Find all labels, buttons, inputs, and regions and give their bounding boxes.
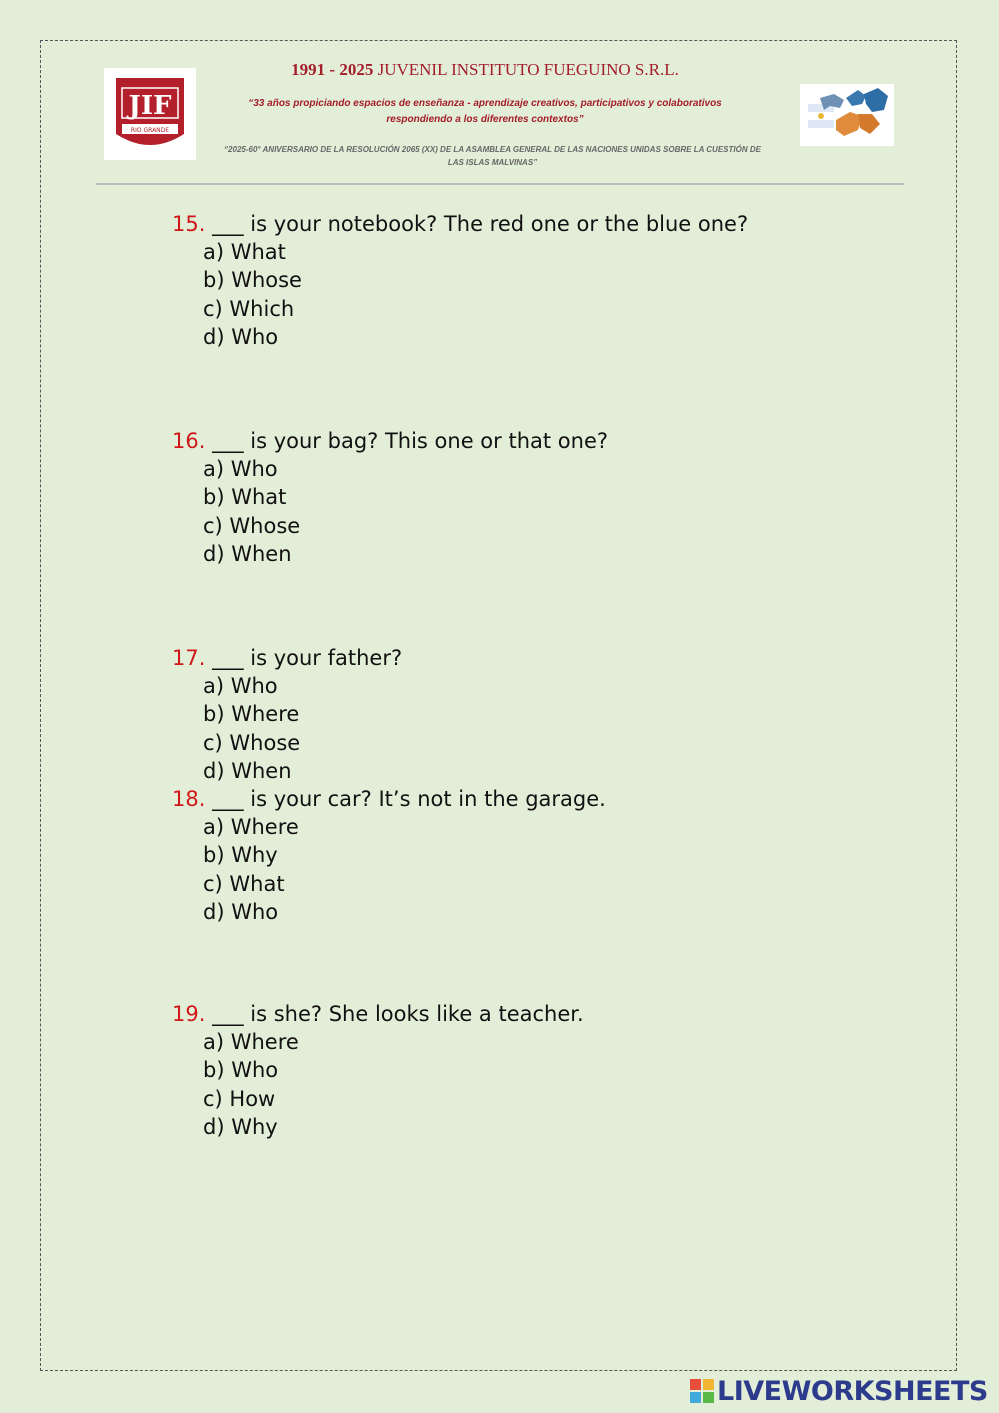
question-text: ___ is your bag? This one or that one? [212, 429, 609, 453]
motto-line-2: respondiendo a los diferentes contextos” [386, 114, 584, 125]
logo-subtext: RIO GRANDE [130, 127, 170, 134]
header-title [200, 60, 770, 80]
question-18 [172, 785, 872, 926]
option-b[interactable]: b) Where [203, 702, 300, 727]
anniversary-line-1: “2025-60° ANIVERSARIO DE LA RESOLUCIÓN 2065 (XX) DE LA ASAMBLEA GENERAL DE LAS NACIONES UNIDAS SOBRE LA CUESTIÓN DE [224, 145, 761, 154]
question-number: 18. [172, 787, 206, 811]
option-d[interactable]: d) When [203, 541, 292, 566]
option-d[interactable]: d) Why [203, 1114, 278, 1139]
option-a[interactable]: a) Where [203, 1030, 299, 1055]
option-d[interactable]: d) Who [203, 899, 279, 924]
question-17 [172, 644, 872, 785]
anniversary-note [210, 143, 775, 169]
question-text: ___ is your car? It’s not in the garage. [212, 787, 606, 811]
logo-text: JIF [128, 91, 172, 121]
question-text: ___ is she? She looks like a teacher. [212, 1002, 584, 1026]
school-logo [104, 68, 196, 160]
option-a[interactable]: a) What [203, 240, 286, 265]
option-b[interactable]: b) What [203, 485, 287, 510]
option-d[interactable]: d) Who [203, 324, 279, 349]
motto-line-1: “33 años propiciando espacios de enseñanza - aprendizaje creativos, participativos y colaborativos [248, 98, 722, 109]
malvinas-map-image [800, 84, 894, 146]
option-a[interactable]: a) Who [203, 457, 278, 482]
question-number: 19. [172, 1002, 206, 1026]
option-b[interactable]: b) Who [203, 1058, 279, 1083]
liveworksheets-logo[interactable] [690, 1373, 990, 1409]
option-b[interactable]: b) Whose [203, 268, 302, 293]
header-years: 1991 - 2025 [291, 60, 374, 79]
question-number: 15. [172, 212, 206, 236]
option-a[interactable]: a) Who [203, 674, 278, 699]
question-number: 16. [172, 429, 206, 453]
option-c[interactable]: c) How [203, 1086, 276, 1111]
anniversary-line-2: LAS ISLAS MALVINAS” [447, 158, 538, 167]
header-divider [96, 183, 904, 185]
liveworksheets-brand: LIVEWORKSHEETS [717, 1375, 988, 1407]
option-a[interactable]: a) Where [203, 815, 299, 840]
option-c[interactable]: c) Which [203, 296, 295, 321]
question-text: ___ is your father? [212, 646, 403, 670]
question-text: ___ is your notebook? The red one or the blue one? [212, 212, 749, 236]
question-15 [172, 210, 872, 351]
option-b[interactable]: b) Why [203, 843, 278, 868]
question-16 [172, 427, 872, 568]
question-number: 17. [172, 646, 206, 670]
option-d[interactable]: d) When [203, 758, 292, 783]
header-institution: JUVENIL INSTITUTO FUEGUINO S.R.L. [377, 60, 679, 79]
school-motto [225, 96, 745, 128]
option-c[interactable]: c) What [203, 871, 285, 896]
option-c[interactable]: c) Whose [203, 730, 301, 755]
liveworksheets-icon [690, 1379, 714, 1403]
question-19 [172, 1000, 872, 1141]
option-c[interactable]: c) Whose [203, 513, 301, 538]
